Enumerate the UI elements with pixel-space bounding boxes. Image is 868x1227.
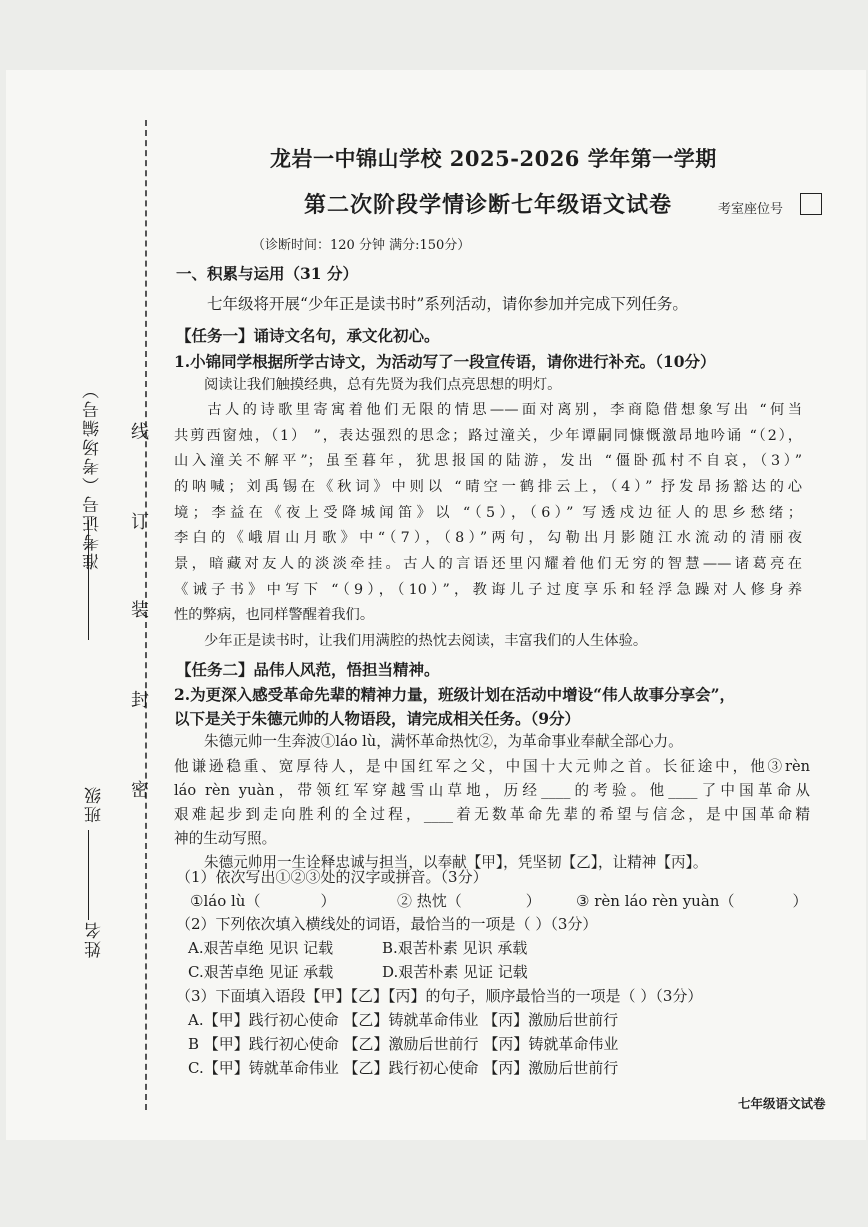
task1-line: 境；李益在《夜上受降城闻笛》以 “（5），（6）” 写透戍边征人的思乡愁绪； bbox=[174, 505, 802, 521]
exam-title: 龙岩一中锦山学校 2025-2026 学年第一学期 bbox=[270, 146, 717, 171]
option-b: B 【甲】践行初心使命 【乙】激励后世前行 【丙】铸就革命伟业 bbox=[188, 1035, 619, 1053]
subquestion-2-label: （2）下列依次填入横线处的词语，最恰当的一项是（ ）（3分） bbox=[176, 915, 598, 933]
option-a: A.【甲】践行初心使命 【乙】铸就革命伟业 【丙】激励后世前行 bbox=[188, 1011, 619, 1029]
seat-number-box[interactable] bbox=[800, 193, 822, 215]
passage-line: 艰难起步到走向胜利的全过程，____着无数革命先辈的希望与信念，是中国革命精 bbox=[174, 806, 810, 823]
task1-line: 古人的诗歌里寄寓着他们无限的情思——面对离别，李商隐借想象写出 “何当 bbox=[204, 402, 802, 418]
task1-line: 的呐喊；刘禹锡在《秋词》中则以 “晴空一鹤排云上，（4）” 抒发昂扬豁达的心 bbox=[174, 479, 802, 495]
task1-line: 阅读让我们触摸经典，总有先贤为我们点亮思想的明灯。 bbox=[204, 377, 562, 393]
subquestion-1-label: （1）依次写出①②③处的汉字或拼音。（3分） bbox=[176, 868, 488, 886]
task1-line: 《诫子书》中写下 “（9），（10）”，教诲儿子过度享乐和轻浮急躁对人修身养 bbox=[174, 582, 802, 598]
task1-line: 景，暗藏对友人的淡淡牵挂。古人的言语还里闪耀着他们无穷的智慧——诸葛亮在 bbox=[174, 556, 802, 572]
seal-char-xian: 线 bbox=[131, 422, 149, 443]
seal-char-feng: 封 bbox=[131, 690, 149, 711]
passage-line: 神的生动写照。 bbox=[174, 830, 277, 847]
task1-heading: 【任务一】诵诗文名句，承文化初心。 bbox=[176, 326, 440, 345]
task1-line: 李白的《峨眉山月歌》中“（7），（8）”两句，勾勒出月影随江水流动的清丽夜 bbox=[174, 530, 802, 546]
task2-heading: 【任务二】品伟人风范，悟担当精神。 bbox=[176, 660, 440, 679]
passage-line: 朱德元帅用一生诠释忠诚与担当，以奉献【甲】，凭坚韧【乙】，让精神【丙】。 bbox=[204, 854, 708, 871]
seat-number-label: 考室座位号 bbox=[718, 202, 784, 217]
seal-char-zhuang: 装 bbox=[131, 600, 149, 621]
seal-char-mi: 密 bbox=[131, 780, 149, 801]
class-label: 班级 bbox=[85, 785, 105, 823]
task1-line: 山入潼关不解平”；虽至暮年，犹思报国的陆游，发出 “僵卧孤村不自哀，（3）” bbox=[174, 453, 802, 469]
passage-line: 朱德元帅一生奔波①láo lù，满怀革命热忱②，为革命事业奉献全部心力。 bbox=[204, 733, 683, 750]
question-2-line1: 2.为更深入感受革命先辈的精神力量，班级计划在活动中增设“伟人故事分享会”， bbox=[174, 685, 736, 704]
exam-id-underline bbox=[88, 520, 89, 640]
question-1: 1.小锦同学根据所学古诗文，为活动写了一段宣传语，请你进行补充。（10分） bbox=[174, 352, 716, 371]
task1-line: 少年正是读书时，让我们用满腔的热忱去阅读，丰富我们的人生体验。 bbox=[204, 633, 648, 649]
option-d: D.艰苦朴素 见证 记载 bbox=[382, 963, 528, 981]
option-c: C.艰苦卓绝 见证 承载 bbox=[188, 963, 334, 981]
answer-field-rechen[interactable]: ② 热忱（ ） bbox=[397, 892, 541, 910]
section-heading: 一、积累与运用（31 分） bbox=[176, 264, 358, 283]
answer-field-renlao[interactable]: ③ rèn láo rèn yuàn（ ） bbox=[576, 892, 808, 910]
passage-line: láo rèn yuàn，带领红军穿越雪山草地，历经____的考验。他____了中国革命从 bbox=[174, 782, 810, 799]
exam-id-label: 准考证号（考场编号） bbox=[83, 380, 103, 570]
name-label: 姓名 bbox=[85, 920, 105, 958]
answer-field-laolu[interactable]: ①láo lù（ ） bbox=[190, 892, 336, 910]
option-a: A.艰苦卓绝 见识 记载 bbox=[188, 939, 334, 957]
option-b: B.艰苦朴素 见识 承载 bbox=[382, 939, 528, 957]
passage-line: 他谦逊稳重、宽厚待人，是中国红军之父，中国十大元帅之首。长征途中，他③rèn bbox=[174, 758, 810, 775]
page-footer: 七年级语文试卷 bbox=[738, 1096, 826, 1111]
subquestion-3-label: （3）下面填入语段【甲】【乙】【丙】的句子，顺序最恰当的一项是（ ）（3分） bbox=[176, 987, 703, 1005]
option-c: C.【甲】铸就革命伟业 【乙】践行初心使命 【丙】激励后世前行 bbox=[188, 1059, 619, 1077]
section-intro: 七年级将开展“少年正是读书时”系列活动，请你参加并完成下列任务。 bbox=[207, 295, 688, 313]
exam-subtitle: 第二次阶段学情诊断七年级语文试卷 bbox=[304, 192, 673, 218]
question-2-line2: 以下是关于朱德元帅的人物语段，请完成相关任务。（9分） bbox=[174, 709, 581, 728]
task1-line: 性的弊病，也同样警醒着我们。 bbox=[174, 607, 375, 623]
exam-time-info: （诊断时间：120 分钟 满分:150分） bbox=[252, 238, 471, 253]
seal-char-ding: 订 bbox=[131, 512, 149, 533]
class-underline bbox=[88, 830, 89, 920]
task1-line: 共剪西窗烛，（1） ”，表达强烈的思念；路过潼关，少年谭嗣同慷慨激昂地吟诵 “（2）， bbox=[174, 428, 802, 444]
